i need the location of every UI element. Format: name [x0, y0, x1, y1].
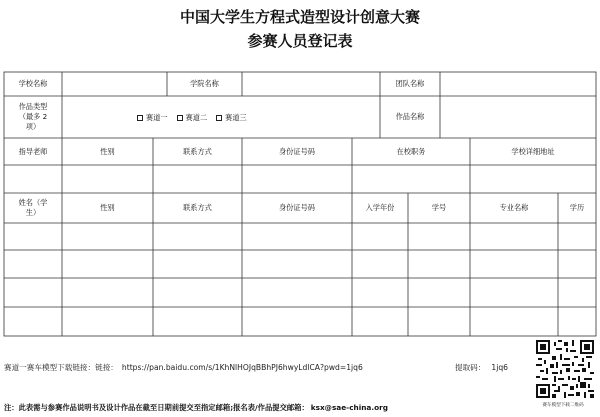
- track2-option[interactable]: [177, 113, 208, 123]
- team-name-label: 团队名称: [395, 79, 425, 88]
- qr-code-icon: [536, 340, 594, 398]
- work-type-label: [4, 98, 62, 136]
- student-name-header-line1: 姓名（学: [18, 198, 48, 207]
- track1-label: 赛道一: [146, 113, 168, 122]
- extract-code-label: 提取码：: [455, 363, 486, 372]
- school-name-label: 学校名称: [18, 79, 48, 88]
- download-link[interactable]: https://pan.baidu.com/s/1KhNlHOJqBBhPJ6hwyLdlCA?pwd=1jq6: [121, 363, 363, 372]
- student-id-header: 身份证号码: [279, 203, 315, 212]
- track1-option[interactable]: [137, 113, 168, 123]
- teacher-id-header: 身份证号码: [279, 146, 315, 156]
- qr-caption: 赛车模型下载二维码: [542, 403, 584, 408]
- major-header: 专业名称: [499, 203, 529, 212]
- form-subtitle: 参赛人员登记表: [247, 32, 353, 50]
- work-type-label-line1: 作品类型: [18, 102, 48, 111]
- download-info: [4, 362, 363, 373]
- education-header: 学历: [569, 203, 585, 212]
- track1-checkbox[interactable]: [137, 115, 143, 121]
- teacher-label: 指导老师: [18, 146, 48, 156]
- student-number-header: 学号: [431, 203, 447, 212]
- track3-option[interactable]: [216, 113, 247, 123]
- teacher-position-header: 在校职务: [396, 146, 426, 156]
- track-options: [137, 112, 247, 124]
- track3-checkbox[interactable]: [216, 115, 222, 121]
- teacher-gender-header: 性别: [100, 146, 115, 156]
- student-contact-header: 联系方式: [183, 203, 212, 212]
- work-type-label-line2: （最多 2: [18, 112, 48, 121]
- school-address-header: 学校详细地址: [511, 146, 555, 156]
- extract-code-value: 1jq6: [491, 363, 508, 372]
- student-gender-header: 性别: [100, 203, 115, 212]
- college-name-field[interactable]: [242, 72, 380, 96]
- college-name-label: 学院名称: [190, 79, 219, 88]
- extract-code: [455, 362, 508, 373]
- download-label: 赛道一赛车模型下载链接：链接：: [4, 363, 118, 372]
- school-name-field[interactable]: [62, 72, 167, 96]
- track3-label: 赛道三: [225, 113, 247, 122]
- enroll-year-header: 入学年份: [365, 203, 395, 212]
- submission-email[interactable]: ksx@sae-china.org: [310, 403, 388, 412]
- submission-note-text: 注：此表需与参赛作品说明书及设计作品在截至日期前提交至指定邮箱;报名表/作品提交邮箱：: [4, 403, 309, 412]
- student-name-header-line2: 生）: [25, 208, 41, 217]
- submission-note: [4, 403, 388, 413]
- work-name-label: 作品名称: [395, 112, 425, 121]
- track2-label: 赛道二: [185, 113, 208, 122]
- work-type-label-line3: 项）: [25, 122, 41, 131]
- teacher-contact-header: 联系方式: [183, 146, 212, 156]
- work-name-field[interactable]: [440, 96, 596, 138]
- team-name-field[interactable]: [440, 72, 596, 96]
- form-title: 中国大学生方程式造型设计创意大赛: [179, 8, 420, 26]
- track2-checkbox[interactable]: [177, 115, 183, 121]
- student-name-header: [4, 195, 62, 221]
